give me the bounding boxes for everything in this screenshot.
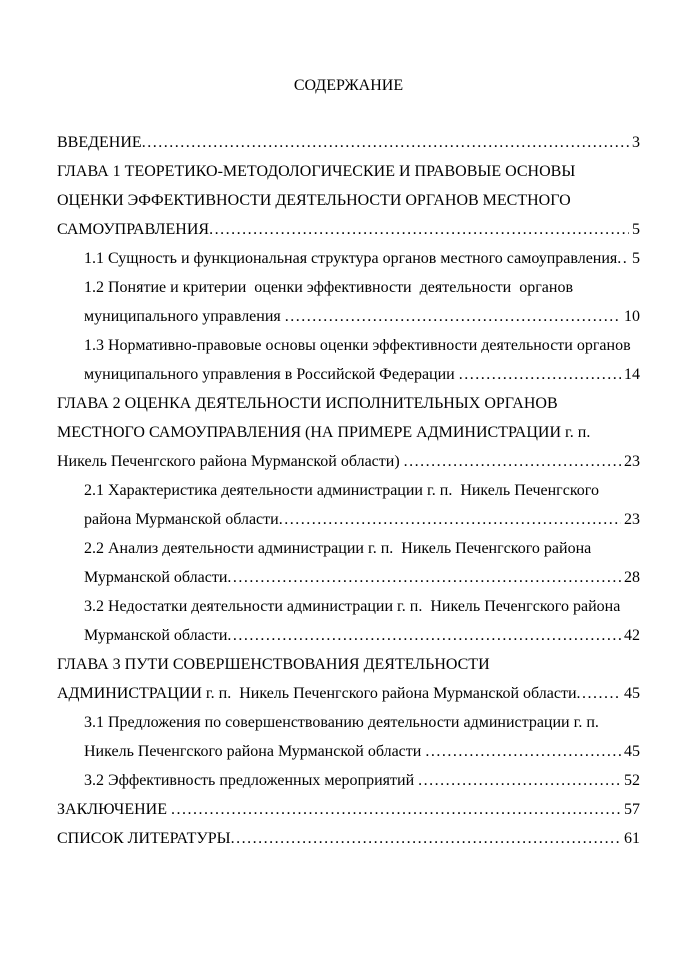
toc-entry-line[interactable] <box>57 621 640 650</box>
toc-entry-text: Мурманской области <box>84 627 228 644</box>
toc-page-number: 45 <box>624 685 640 702</box>
toc-page-number: 23 <box>624 453 640 470</box>
toc-page-number: 10 <box>624 308 640 325</box>
toc-page-number: 28 <box>624 569 640 586</box>
toc-page-number: 52 <box>624 772 640 789</box>
toc-entry-line[interactable] <box>57 447 640 476</box>
dot-leader <box>171 795 621 824</box>
toc-entry-text: муниципального управления <box>84 308 285 325</box>
toc-page-number: 61 <box>624 830 640 847</box>
toc-entry-line[interactable] <box>57 766 640 795</box>
toc-entry-line[interactable] <box>57 302 640 331</box>
dot-leader <box>577 679 621 708</box>
toc-entry-text: Никель Печенгского района Мурманской области) <box>57 453 404 470</box>
toc-entry-text: ГЛАВА 1 ТЕОРЕТИКО-МЕТОДОЛОГИЧЕСКИЕ И ПРАВОВЫЕ ОСНОВЫ <box>57 163 576 180</box>
toc-entry-line[interactable] <box>57 186 640 215</box>
toc-page-number: 5 <box>632 221 640 238</box>
toc-entry-line[interactable] <box>57 215 640 244</box>
dot-leader <box>404 447 621 476</box>
toc-entry-line[interactable] <box>57 128 640 157</box>
toc-entry-line[interactable] <box>57 418 640 447</box>
toc-page-number: 42 <box>624 627 640 644</box>
toc-entry-line[interactable] <box>57 650 640 679</box>
toc-page-number: 45 <box>624 743 640 760</box>
dot-leader <box>142 128 629 157</box>
dot-leader <box>227 621 621 650</box>
toc-entry-line[interactable] <box>57 737 640 766</box>
toc-entry-text: САМОУПРАВЛЕНИЯ <box>57 221 210 238</box>
toc-entry-line[interactable] <box>57 795 640 824</box>
toc-entry-text: 2.1 Характеристика деятельности администрации г. п. Никель Печенгского <box>84 482 599 499</box>
dot-leader <box>285 302 621 331</box>
toc-entry-line[interactable] <box>57 389 640 418</box>
toc-entry-text: МЕСТНОГО САМОУПРАВЛЕНИЯ (НА ПРИМЕРЕ АДМИНИСТРАЦИИ г. п. <box>57 424 591 441</box>
toc-entry-text: Мурманской области <box>84 569 228 586</box>
toc-entry-text: Никель Печенгского района Мурманской области <box>84 743 426 760</box>
toc-entry-line[interactable] <box>57 824 640 853</box>
toc-entry-text: 1.2 Понятие и критерии оценки эффективности деятельности органов <box>84 279 573 296</box>
toc-entry-line[interactable] <box>57 476 640 505</box>
toc-entry-line[interactable] <box>57 331 640 360</box>
dot-leader <box>459 360 621 389</box>
toc-entry-line[interactable] <box>57 534 640 563</box>
toc-entry-text: СПИСОК ЛИТЕРАТУРЫ <box>57 830 231 847</box>
dot-leader <box>617 244 629 273</box>
dot-leader <box>279 505 621 534</box>
table-of-contents <box>57 128 640 853</box>
toc-entry-text: района Мурманской области <box>84 511 279 528</box>
page-title: СОДЕРЖАНИЕ <box>293 77 404 94</box>
toc-entry-text: ОЦЕНКИ ЭФФЕКТИВНОСТИ ДЕЯТЕЛЬНОСТИ ОРГАНОВ МЕСТНОГО <box>57 192 571 209</box>
toc-entry-text: АДМИНИСТРАЦИИ г. п. Никель Печенгского района Мурманской области <box>57 685 577 702</box>
dot-leader <box>418 766 621 795</box>
toc-entry-line[interactable] <box>57 157 640 186</box>
dot-leader <box>425 737 621 766</box>
toc-entry-text: 1.1 Сущность и функциональная структура органов местного самоуправления <box>84 250 618 267</box>
toc-entry-text: муниципального управления в Российской Федерации <box>84 366 459 383</box>
toc-entry-text: 3.1 Предложения по совершенствованию деятельности администрации г. п. <box>84 714 599 731</box>
toc-entry-line[interactable] <box>57 563 640 592</box>
toc-page-number: 3 <box>632 134 640 151</box>
toc-entry-text: 2.2 Анализ деятельности администрации г. п. Никель Печенгского района <box>84 540 592 557</box>
toc-entry-text: ВВЕДЕНИЕ <box>57 134 142 151</box>
toc-entry-line[interactable] <box>57 273 640 302</box>
dot-leader <box>231 824 621 853</box>
toc-entry-text: 3.2 Недостатки деятельности администрации г. п. Никель Печенгского района <box>84 598 621 615</box>
toc-page-number: 14 <box>624 366 640 383</box>
toc-entry-text: ГЛАВА 3 ПУТИ СОВЕРШЕНСТВОВАНИЯ ДЕЯТЕЛЬНОСТИ <box>57 656 490 673</box>
toc-page-number: 5 <box>632 250 640 267</box>
toc-page-number: 23 <box>624 511 640 528</box>
toc-entry-line[interactable] <box>57 679 640 708</box>
toc-entry-line[interactable] <box>57 244 640 273</box>
toc-entry-line[interactable] <box>57 708 640 737</box>
toc-entry-text: 3.2 Эффективность предложенных мероприятий <box>84 772 419 789</box>
toc-entry-text: ГЛАВА 2 ОЦЕНКА ДЕЯТЕЛЬНОСТИ ИСПОЛНИТЕЛЬНЫХ ОРГАНОВ <box>57 395 558 412</box>
dot-leader <box>209 215 629 244</box>
toc-entry-text: ЗАКЛЮЧЕНИЕ <box>57 801 171 818</box>
toc-entry-line[interactable] <box>57 505 640 534</box>
dot-leader <box>227 563 621 592</box>
toc-entry-line[interactable] <box>57 360 640 389</box>
toc-page-number: 57 <box>624 801 640 818</box>
toc-entry-text: 1.3 Нормативно-правовые основы оценки эффективности деятельности органов <box>84 337 631 354</box>
toc-entry-line[interactable] <box>57 592 640 621</box>
